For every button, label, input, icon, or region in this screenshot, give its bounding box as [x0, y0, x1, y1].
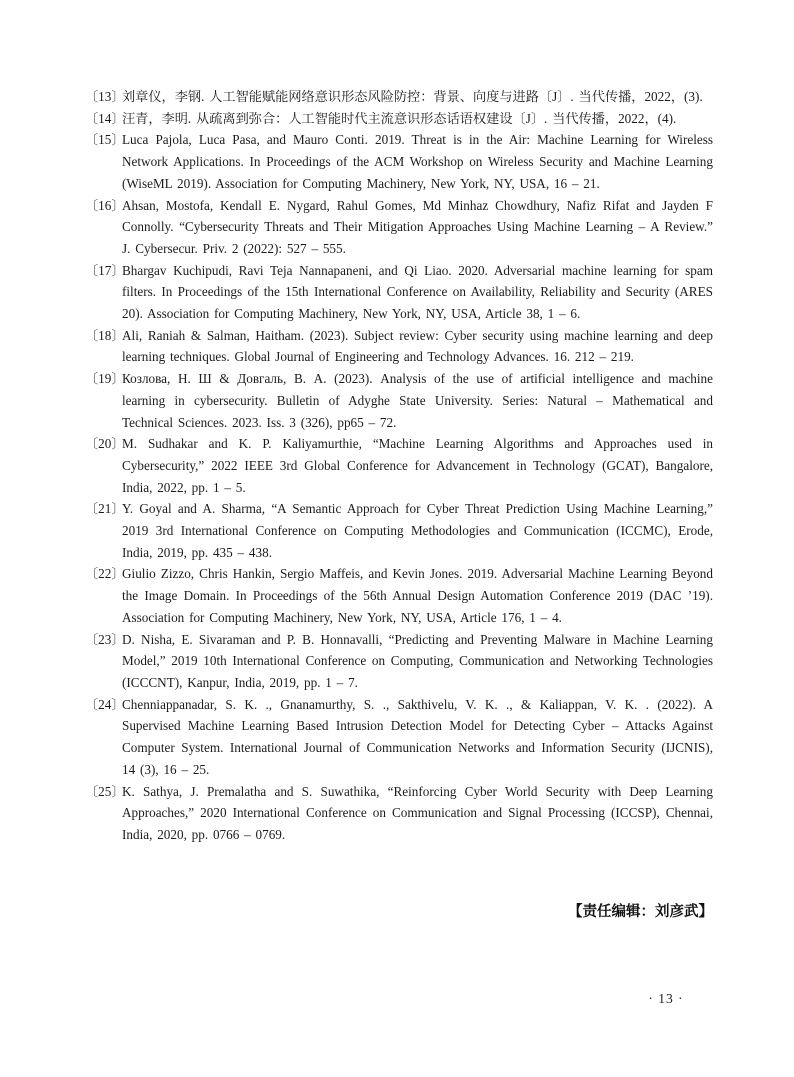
reference-item-21: [85, 498, 713, 563]
reference-label: 〔22〕: [85, 566, 125, 582]
reference-label: 〔25〕: [85, 783, 125, 799]
reference-text: Y. Goyal and A. Sharma, “A Semantic Approach for Cyber Threat Prediction Using Machine Learning,” 2019 3rd International Conference on Computing Methodologies and Communication (ICCMC), Erode, India, 2019, pp. 435 – 438.: [122, 501, 713, 560]
reference-text: 刘章仪，李钢. 人工智能赋能网络意识形态风险防控：背景、向度与进路〔J〕. 当代传播，2022，(3).: [122, 89, 703, 104]
reference-text: Козлова, Н. Ш & Довгаль, В. А. (2023). Analysis of the use of artificial intelligence and machine learning in cybersecurity. Bulletin of Adyghe State University. Series: Natural – Mathematical and Technical Sciences. 2023. Iss. 3 (326), pp65 – 72.: [122, 371, 713, 430]
page-number: · 13 ·: [648, 991, 684, 1006]
reference-label: 〔19〕: [85, 371, 125, 387]
reference-text: D. Nisha, E. Sivaraman and P. B. Honnavalli, “Predicting and Preventing Malware in Machine Learning Model,” 2019 10th International Conference on Computing, Communication and Networking Technologies (ICCCNT), Kanpur, India, 2019, pp. 1 – 7.: [122, 631, 713, 690]
reference-label: 〔15〕: [85, 132, 125, 148]
reference-label: 〔17〕: [85, 262, 125, 278]
reference-label: 〔13〕: [85, 89, 125, 104]
reference-label: 〔24〕: [85, 696, 125, 712]
reference-item-23: [85, 629, 713, 694]
reference-label: 〔18〕: [85, 327, 125, 343]
reference-label: 〔20〕: [85, 436, 125, 452]
reference-text: Ahsan, Mostofa, Kendall E. Nygard, Rahul Gomes, Md Minhaz Chowdhury, Nafiz Rifat and Jayden F Connolly. “Cybersecurity Threats and Their Mitigation Approaches Using Machine Learning – A Review.” J. Cybersecur. Priv. 2 (2022): 527 – 555.: [122, 197, 713, 256]
reference-label: 〔21〕: [85, 501, 125, 517]
reference-label: 〔23〕: [85, 631, 125, 647]
reference-text: K. Sathya, J. Premalatha and S. Suwathika, “Reinforcing Cyber World Security with Deep Learning Approaches,” 2020 International Conference on Communication and Signal Processing (ICCSP), Chennai, India, 2020, pp. 0766 – 0769.: [122, 783, 713, 842]
reference-text: 汪青，李明. 从疏离到弥合：人工智能时代主流意识形态话语权建设〔J〕. 当代传播，2022，(4).: [122, 110, 677, 126]
reference-item-25: [85, 781, 713, 846]
reference-text: Luca Pajola, Luca Pasa, and Mauro Conti. 2019. Threat is in the Air: Machine Learning for Wireless Network Applications. In Proceedings of the ACM Workshop on Wireless Security and Machine Learning (WiseML 2019). Association for Computing Machinery, New York, NY, USA, 16 – 21.: [122, 132, 713, 191]
reference-text: M. Sudhakar and K. P. Kaliyamurthie, “Machine Learning Algorithms and Approaches used in Cybersecurity,” 2022 IEEE 3rd Global Conference for Advancement in Technology (GCAT), Bangalore, India, 2022, pp. 1 – 5.: [122, 436, 713, 495]
reference-item-14: [85, 108, 713, 130]
editor-note: 【责任编辑：刘彦武】: [568, 904, 713, 920]
reference-text: Chenniappanadar, S. K. ., Gnanamurthy, S. ., Sakthivelu, V. K. ., & Kaliappan, V. K. . (2022). A Supervised Machine Learning Based Intrusion Detection Model for Detecting Cyber – Attacks Against Computer System. International Journal of Communication Networks and Information Security (IJCNIS), 14 (3), 16 – 25.: [122, 696, 713, 777]
reference-item-20: [85, 433, 713, 498]
reference-text: Ali, Raniah & Salman, Haitham. (2023). Subject review: Cyber security using machine learning and deep learning techniques. Global Journal of Engineering and Technology Advances. 16. 212 – 219.: [122, 327, 713, 365]
reference-label: 〔16〕: [85, 197, 125, 213]
reference-text: Giulio Zizzo, Chris Hankin, Sergio Maffeis, and Kevin Jones. 2019. Adversarial Machine Learning Beyond the Image Domain. In Proceedings of the 56th Annual Design Automation Conference 2019 (DAC ’19). Association for Computing Machinery, New York, NY, USA, Article 176, 1 – 4.: [122, 566, 713, 625]
reference-item-17: [85, 260, 713, 325]
reference-item-13: [85, 86, 713, 108]
reference-text: Bhargav Kuchipudi, Ravi Teja Nannapaneni, and Qi Liao. 2020. Adversarial machine learning for spam filters. In Proceedings of the 15th International Conference on Availability, Reliability and Security (ARES 20). Association for Computing Machinery, New York, NY, USA, Article 38, 1 – 6.: [122, 262, 713, 322]
reference-label: 〔14〕: [85, 110, 125, 126]
reference-item-15: [85, 129, 713, 194]
reference-item-16: [85, 195, 713, 260]
reference-item-22: [85, 563, 713, 628]
references-list: [85, 86, 713, 846]
reference-item-19: [85, 368, 713, 433]
reference-item-24: [85, 694, 713, 781]
reference-item-18: [85, 325, 713, 368]
